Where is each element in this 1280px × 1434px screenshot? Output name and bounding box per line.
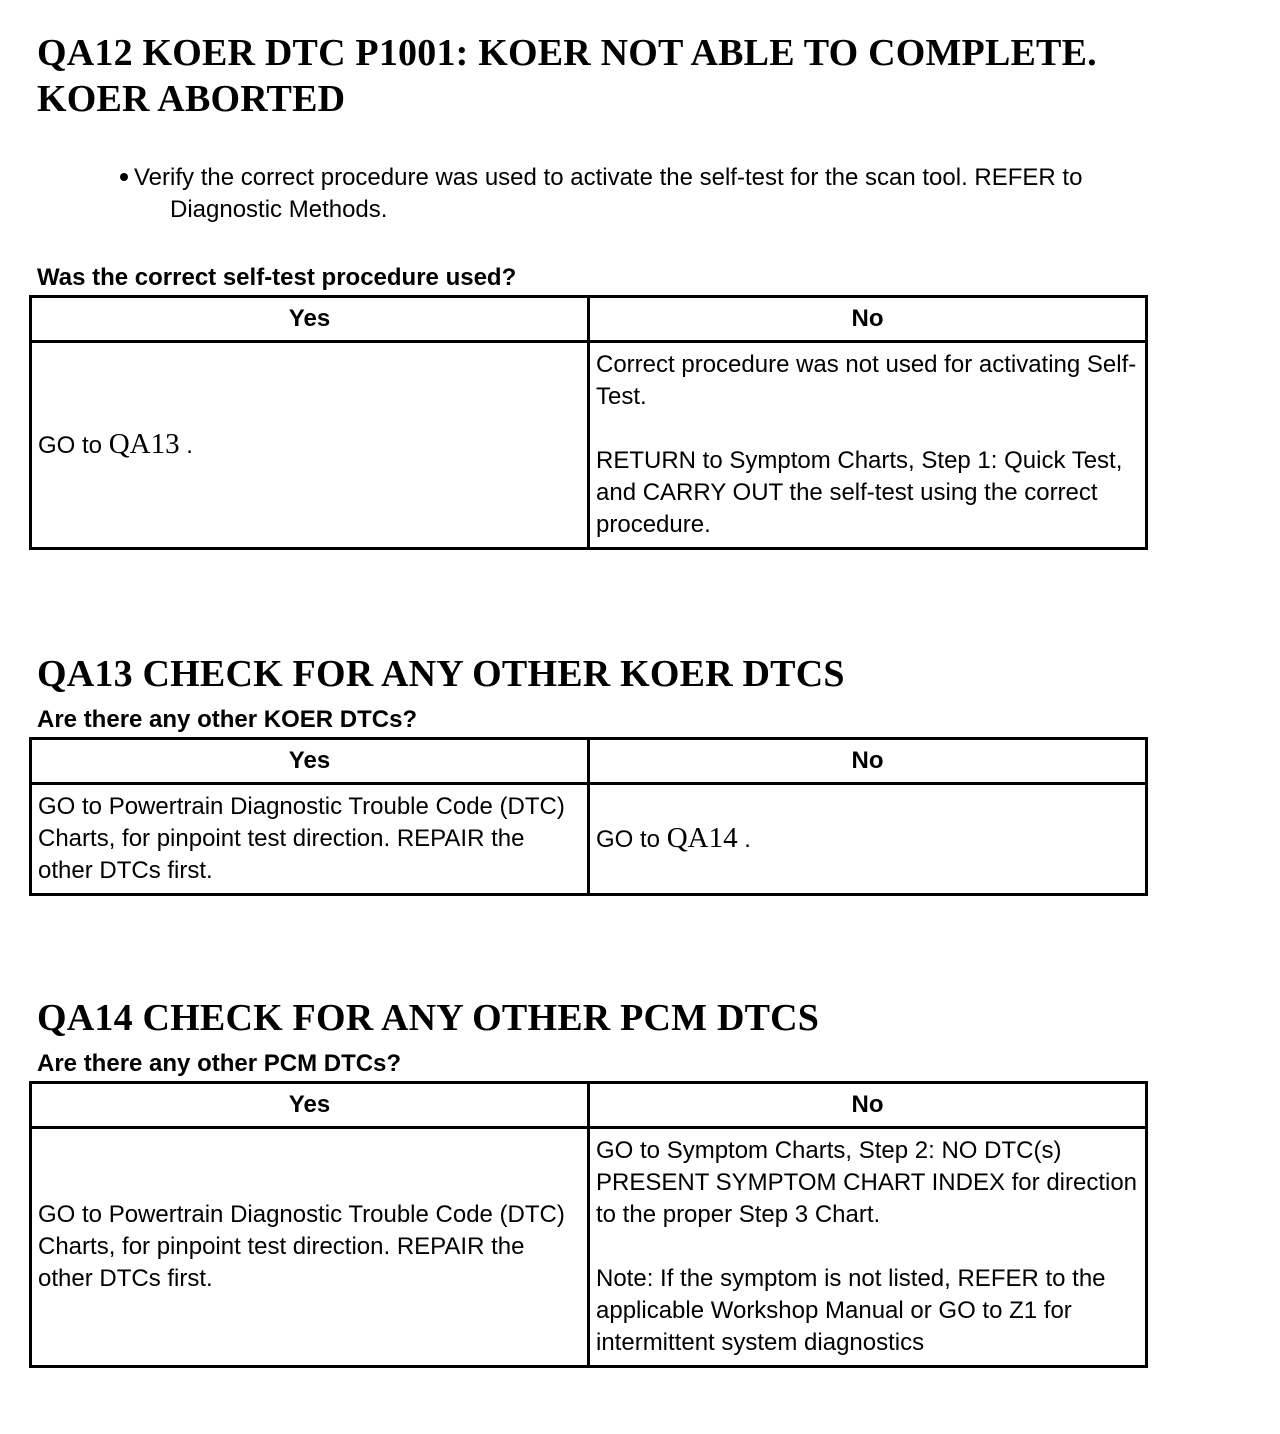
header-yes: Yes xyxy=(31,739,589,784)
qa13-yes-cell: GO to Powertrain Diagnostic Trouble Code (DTC) Charts, for pinpoint test direction. REPAIR the other DTCs first. xyxy=(31,784,589,895)
qa12-no-cell xyxy=(589,342,1147,549)
qa12-title-line1: QA12 KOER DTC P1001: KOER NOT ABLE TO COMPLETE. xyxy=(37,32,1097,74)
table-row xyxy=(31,784,1147,895)
bullet-icon xyxy=(120,173,128,181)
qa14-no-cell xyxy=(589,1128,1147,1367)
qa12-yes-ref: QA13 xyxy=(108,428,180,460)
qa12-no-para2: RETURN to Symptom Charts, Step 1: Quick Test, and CARRY OUT the self-test using the correct procedure. xyxy=(596,447,1123,538)
header-no: No xyxy=(589,739,1147,784)
table-header-row xyxy=(31,739,1147,784)
qa14-no-para1: GO to Symptom Charts, Step 2: NO DTC(s) PRESENT SYMPTOM CHART INDEX for direction to the proper Step 3 Chart. xyxy=(596,1137,1138,1228)
qa13-no-prefix: GO to xyxy=(596,826,661,853)
qa12-yes-cell xyxy=(31,342,589,549)
table-row xyxy=(31,1128,1147,1367)
header-yes: Yes xyxy=(31,297,589,342)
qa13-decision-table xyxy=(29,737,1148,896)
qa14-no-para2: Note: If the symptom is not listed, REFER to the applicable Workshop Manual or GO to Z1 for intermittent system diagnostics xyxy=(596,1265,1106,1356)
qa12-instruction-text1: Verify the correct procedure was used to activate the self-test for the scan tool. REFER to xyxy=(134,164,1083,191)
qa12-yes-prefix: GO to xyxy=(38,432,103,459)
table-header-row xyxy=(31,297,1147,342)
qa13-question: Are there any other KOER DTCs? xyxy=(37,706,418,733)
header-no: No xyxy=(589,1083,1147,1128)
qa12-title xyxy=(37,30,1097,122)
qa13-title: QA13 CHECK FOR ANY OTHER KOER DTCS xyxy=(37,653,845,695)
header-no: No xyxy=(589,297,1147,342)
qa12-instruction-line1 xyxy=(120,162,1250,194)
qa12-no-para1: Correct procedure was not used for activating Self-Test. xyxy=(596,351,1137,410)
qa13-no-ref: QA14 xyxy=(666,822,738,854)
qa14-decision-table xyxy=(29,1081,1148,1368)
qa12-title-line2: KOER ABORTED xyxy=(37,78,346,120)
table-header-row xyxy=(31,1083,1147,1128)
qa14-yes-cell: GO to Powertrain Diagnostic Trouble Code (DTC) Charts, for pinpoint test direction. REPAIR the other DTCs first. xyxy=(31,1128,589,1367)
qa14-title: QA14 CHECK FOR ANY OTHER PCM DTCS xyxy=(37,997,820,1039)
qa12-instruction-line2: Diagnostic Methods. xyxy=(170,196,388,223)
qa13-no-cell xyxy=(589,784,1147,895)
qa12-instruction xyxy=(120,162,1250,226)
qa12-yes-suffix: . xyxy=(186,432,193,459)
qa14-question: Are there any other PCM DTCs? xyxy=(37,1050,402,1077)
qa12-decision-table xyxy=(29,295,1148,550)
qa13-no-suffix: . xyxy=(744,826,751,853)
qa12-question: Was the correct self-test procedure used? xyxy=(37,264,517,291)
header-yes: Yes xyxy=(31,1083,589,1128)
table-row xyxy=(31,342,1147,549)
